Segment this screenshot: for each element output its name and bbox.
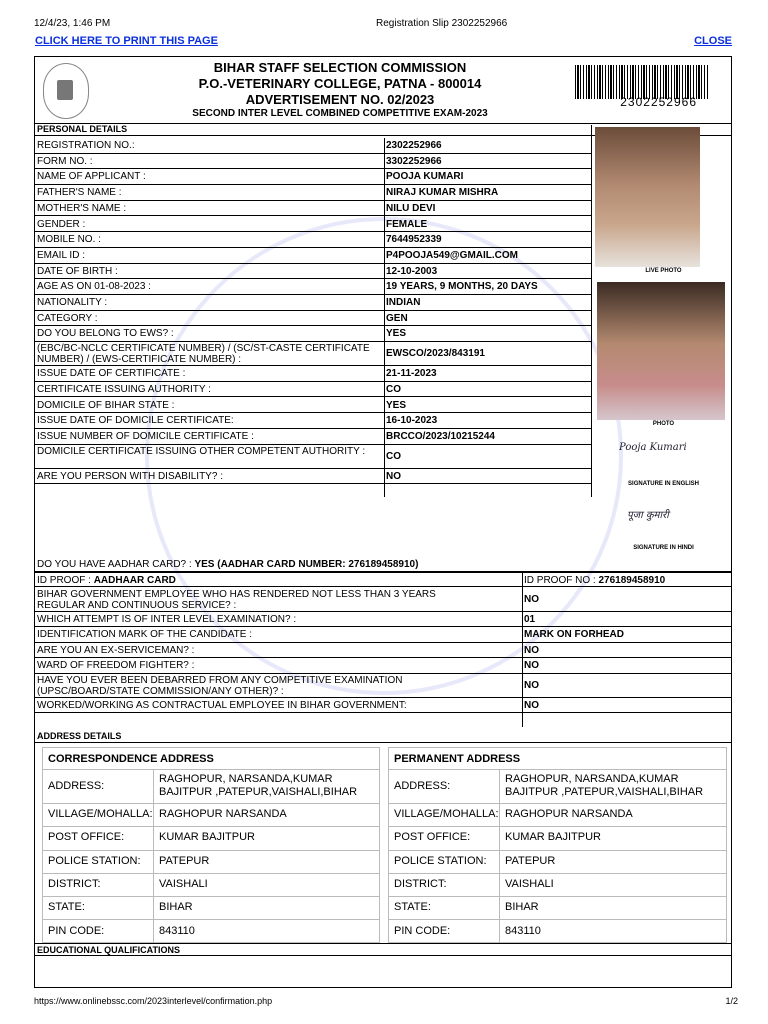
aadhar-row [35,557,731,572]
personal-row-label: REGISTRATION NO.: [37,140,135,151]
aadhar-answer: YES (AADHAR CARD NUMBER: 276189458910) [194,559,419,570]
personal-row-label: DOMICILE CERTIFICATE ISSUING OTHER COMPETENT AUTHORITY : [37,445,366,457]
personal-row-value: NIRAJ KUMAR MISHRA [386,187,499,199]
personal-row [35,201,592,217]
personal-row-label: NAME OF APPLICANT : [37,171,146,183]
address-row [43,921,379,944]
personal-row-value: NILU DEVI [386,202,436,214]
personal-row-value: BRCCO/2023/10215244 [386,430,495,442]
address-row [389,827,726,850]
address-row-label: ADDRESS: [48,780,105,792]
personal-row-label: CATEGORY : [37,312,98,324]
address-row-value: RAGHOPUR, NARSANDA,KUMAR BAJITPUR ,PATEPUR,VAISHALI,BIHAR [505,773,704,798]
personal-row-value: CO [386,383,401,395]
other-row-value: NO [524,679,539,691]
exam-name: SECOND INTER LEVEL COMBINED COMPETITIVE EXAM-2023 [192,108,488,119]
print-datetime: 12/4/23, 1:46 PM [34,18,111,29]
personal-row-label: FORM NO. : [37,155,93,167]
personal-row [35,342,592,366]
signature-hindi-caption: SIGNATURE IN HINDI [633,545,694,551]
address-row [43,851,379,874]
personal-row [35,398,592,414]
address-row-label: DISTRICT: [394,877,447,890]
address-row-label: DISTRICT: [48,877,101,890]
personal-row-label: MOTHER'S NAME : [37,202,127,214]
personal-row-label: ISSUE DATE OF CERTIFICATE : [37,368,186,380]
personal-row [35,279,592,295]
commission-logo-icon [43,63,89,119]
other-row-value: MARK ON FORHEAD [524,629,624,641]
address-row [389,874,726,897]
live-photo-caption: LIVE PHOTO [645,268,682,274]
personal-row-value: 3302252966 [386,155,442,167]
personal-row-value: 21-11-2023 [386,368,437,380]
address-row [389,804,726,827]
permanent-title: PERMANENT ADDRESS [389,748,726,770]
browser-header [34,18,738,32]
personal-row [35,169,592,185]
signature-hindi: पूजा कुमारी [627,510,669,521]
personal-row [35,248,592,264]
address-row [389,770,726,804]
id-proof-label: ID PROOF : [37,575,91,586]
personal-row-label: EMAIL ID : [37,249,85,261]
personal-row [35,445,592,469]
address-row-value: KUMAR BAJITPUR [159,831,255,844]
aadhar-question: DO YOU HAVE AADHAR CARD? : [37,559,192,570]
personal-row-value: NO [386,470,401,482]
personal-row-value: 19 YEARS, 9 MONTHS, 20 DAYS [386,281,538,293]
registration-slip [34,56,732,988]
photo-divider [591,125,592,497]
personal-row-value: 12-10-2003 [386,265,438,277]
address-row-label: VILLAGE/MOHALLA: [394,808,499,820]
address-row-value: BIHAR [505,901,539,914]
personal-row-label: DATE OF BIRTH : [37,265,118,277]
slip-header [35,57,731,124]
address-row-value: VAISHALI [505,877,554,890]
personal-row-value: P4POOJA549@GMAIL.COM [386,249,519,261]
personal-row [35,154,592,170]
address-row-label: PIN CODE: [48,924,105,937]
personal-row-value: 16-10-2023 [386,415,438,427]
personal-row [35,217,592,233]
address-details-title: ADDRESS DETAILS [35,730,731,743]
address-row [389,921,726,944]
personal-row-label: GENDER : [37,218,86,230]
personal-row [35,232,592,248]
address-row-value: BIHAR [159,901,193,914]
personal-row [35,326,592,342]
other-row-value: NO [524,699,539,711]
personal-row-value: INDIAN [386,297,421,308]
personal-row-label: AGE AS ON 01-08-2023 : [37,281,151,293]
personal-row-label: NATIONALITY : [37,297,108,308]
personal-row [35,138,592,154]
address-row-label: PIN CODE: [394,924,451,937]
personal-row-value: CO [386,450,401,462]
id-proof-value: AADHAAR CARD [93,575,176,586]
address-row-label: STATE: [48,901,85,914]
other-row-value: NO [524,594,539,605]
address-row-value: RAGHOPUR, NARSANDA,KUMAR BAJITPUR ,PATEPUR,VAISHALI,BIHAR [159,773,358,798]
document-title: Registration Slip 2302252966 [376,18,508,29]
other-row-label: IDENTIFICATION MARK OF THE CANDIDATE : [37,629,253,641]
personal-row [35,264,592,280]
personal-row [35,382,592,398]
address-row [43,897,379,920]
personal-row-label: ARE YOU PERSON WITH DISABILITY? : [37,470,223,482]
address-row [43,804,379,827]
address-row [43,827,379,850]
address-row-label: POST OFFICE: [394,831,471,844]
address-row-label: STATE: [394,901,431,914]
address-row [43,874,379,897]
other-row [35,658,731,673]
address-row-value: PATEPUR [505,854,556,867]
personal-row [35,185,592,201]
personal-row-label: MOBILE NO. : [37,234,101,246]
personal-row-label: ISSUE DATE OF DOMICILE CERTIFICATE: [37,415,234,427]
address-row-value: PATEPUR [159,854,210,867]
page-number: 1/2 [725,996,738,1006]
address-row-value: RAGHOPUR NARSANDA [159,808,287,820]
personal-row-label: DO YOU BELONG TO EWS? : [37,328,174,340]
personal-row [35,429,592,445]
other-row [35,627,731,642]
personal-details-title: PERSONAL DETAILS [35,123,731,136]
other-row-value: 01 [524,614,536,625]
other-row [35,643,731,658]
id-proof-no-label: ID PROOF NO : [524,575,596,586]
permanent-address [388,747,727,943]
personal-row-value: EWSCO/2023/843191 [386,348,485,360]
other-row-label: BIHAR GOVERNMENT EMPLOYEE WHO HAS RENDERED NOT LESS THAN 3 YEARS REGULAR AND CONTINUOUS SERVICE? : [37,589,436,611]
address-row-value: KUMAR BAJITPUR [505,831,601,844]
live-photo [595,127,700,267]
personal-row-value: YES [386,328,407,340]
address-row-label: VILLAGE/MOHALLA: [48,808,153,820]
address-row-label: POST OFFICE: [48,831,125,844]
column-divider [384,138,385,497]
other-row-label: WARD OF FREEDOM FIGHTER? : [37,660,195,672]
applicant-photo [597,282,725,420]
personal-row-value: POOJA KUMARI [386,171,464,183]
advertisement-no: ADVERTISEMENT NO. 02/2023 [245,92,435,107]
other-row-value: NO [524,660,539,672]
correspondence-title: CORRESPONDENCE ADDRESS [43,748,379,770]
address-row-value: 843110 [505,924,541,937]
personal-row [35,469,592,485]
signature-english-caption: SIGNATURE IN ENGLISH [628,481,699,487]
personal-row-value: YES [386,399,407,411]
personal-row [35,366,592,382]
personal-row-value: 2302252966 [386,140,442,151]
browser-footer [34,996,738,1006]
correspondence-address [42,747,380,943]
address-row-value: VAISHALI [159,877,208,890]
id-proof-no-value: 276189458910 [598,575,666,586]
commission-name: BIHAR STAFF SELECTION COMMISSION [213,60,467,75]
address-row-label: POLICE STATION: [394,854,487,867]
personal-row-value: FEMALE [386,218,428,230]
other-row-value: NO [524,644,539,656]
personal-row-label: CERTIFICATE ISSUING AUTHORITY : [37,383,211,395]
id-proof-row [35,572,731,587]
educational-qualifications-title: EDUCATIONAL QUALIFICATIONS [35,943,731,956]
address-row-value: RAGHOPUR NARSANDA [505,808,633,820]
personal-row-label: DOMICILE OF BIHAR STATE : [37,399,175,411]
page-url: https://www.onlinebssc.com/2023interlevel/confirmation.php [34,996,273,1006]
address-row [43,770,379,804]
barcode [575,65,709,99]
personal-row [35,295,592,311]
other-row [35,674,731,698]
personal-row-value: 7644952339 [386,234,442,246]
other-row [35,612,731,627]
address-row [389,897,726,920]
personal-row-value: GEN [386,312,408,324]
address-row-label: ADDRESS: [394,780,451,792]
other-row [35,588,731,612]
header-text [175,60,505,120]
other-row-label: ARE YOU AN EX-SERVICEMAN? : [37,644,195,656]
personal-row-label: (EBC/BC-NCLC CERTIFICATE NUMBER) / (SC/ST-CASTE CERTIFICATE NUMBER) / (EWS-CERTIFICATE NUMBER) : [37,343,370,366]
personal-row-label: FATHER'S NAME : [37,187,122,199]
other-row-label: HAVE YOU EVER BEEN DEBARRED FROM ANY COMPETITIVE EXAMINATION (UPSC/BOARD/STATE COMMISSION/ANY OTHER)? : [37,674,403,697]
barcode-number: 2302252966 [620,95,697,109]
other-row-label: WHICH ATTEMPT IS OF INTER LEVEL EXAMINATION? : [37,614,297,625]
signature-english: Pooja Kumari [619,442,687,453]
other-row [35,698,731,713]
print-link[interactable]: CLICK HERE TO PRINT THIS PAGE [35,35,218,47]
personal-row-label: ISSUE NUMBER OF DOMICILE CERTIFICATE : [37,430,254,442]
other-row-label: WORKED/WORKING AS CONTRACTUAL EMPLOYEE IN BIHAR GOVERNMENT: [37,699,407,711]
other-divider [522,573,523,727]
photo-caption: PHOTO [652,421,675,427]
personal-row [35,413,592,429]
close-link[interactable]: CLOSE [694,35,732,47]
address-row-value: 843110 [159,924,195,937]
commission-address: P.O.-VETERINARY COLLEGE, PATNA - 800014 [198,76,482,91]
address-row [389,851,726,874]
address-row-label: POLICE STATION: [48,854,141,867]
personal-row [35,311,592,327]
